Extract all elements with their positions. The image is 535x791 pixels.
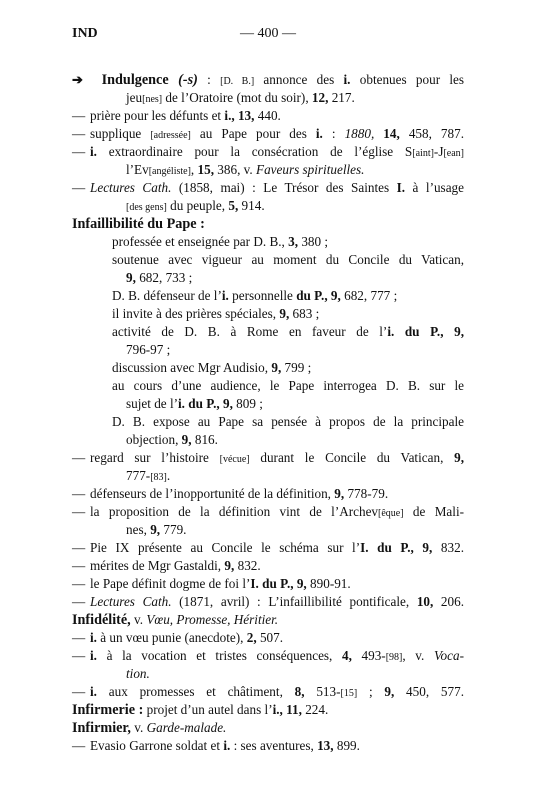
entry-infidelite-head: Infidélité, v. Vœu, Promesse, Héritier. [72, 612, 279, 628]
entry-indulgence-line-2: jeu[nes] de l’Oratoire (mot du soir), 12, 217. [126, 90, 355, 105]
entry-head-infaillibilite: Infaillibilité du Pape : [72, 216, 205, 232]
dash-line: — défenseurs de l’inopportunité de la définition, 9, 778-79. [72, 486, 389, 501]
entry-indulgence-line-5: — i. extraordinaire pour la consécration de l’église S[aint]-J[ean] [72, 144, 464, 159]
dash-line: — Evasio Garrone soldat et i. : ses aventures, 13, 899. [72, 738, 360, 753]
entry-indulgence-line-6: l’Ev[angéliste], 15, 386, v. Faveurs spirituelles. [126, 162, 365, 177]
arrow-right-icon: ➔ [72, 72, 84, 87]
page-number: — 400 — [240, 26, 296, 41]
entry-infirmier-head: Infirmier, v. Garde-malade. [72, 720, 227, 736]
dash-line-cont: 777-[83]. [126, 468, 171, 483]
dash-line: — le Pape définit dogme de foi l’I. du P., 9, 890-91. [72, 576, 351, 591]
entry-infirmerie: Infirmerie : projet d’un autel dans l’i., 11, 224. [72, 702, 329, 718]
entry-head: Indulgence [101, 72, 169, 88]
entry-indulgence-line-7: — Lectures Cath. (1858, mai) : Le Trésor des Saintes I. à l’usage [72, 180, 464, 195]
dash-line: — i. à la vocation et tristes conséquences, 4, 493-[98], v. Voca- [72, 648, 464, 663]
dash-line: — la proposition de la définition vint de l’Archev[êque] de Mali- [72, 504, 464, 519]
entry-indulgence-line-3: — prière pour les défunts et i., 13, 440. [72, 108, 281, 123]
sub-line: sujet de l’i. du P., 9, 809 ; [126, 396, 263, 411]
dash-line: — Lectures Cath. (1871, avril) : L’infaillibilité pontificale, 10, 206. [72, 594, 465, 609]
dash-line: — mérites de Mgr Gastaldi, 9, 832. [72, 558, 261, 573]
sub-line: il invite à des prières spéciales, 9, 683 ; [112, 306, 320, 321]
dash-line: — i. aux promesses et châtiment, 8, 513-[15] ; 9, 450, 577. [72, 684, 464, 699]
entry-indulgence-line-4: — supplique [adressée] au Pape pour des i. : 1880, 14, 458, 787. [72, 126, 465, 141]
page-header [72, 26, 464, 44]
sub-line: D. B. défenseur de l’i. personnelle du P., 9, 682, 777 ; [112, 288, 398, 303]
dash-line: — regard sur l’histoire [vécue] durant le Concile du Vatican, 9, [72, 450, 464, 465]
entry-indulgence-line-1: ➔ Indulgence (-s) : [D. B.] annonce des i. obtenues pour les [72, 72, 465, 88]
sub-line: activité de D. B. à Rome en faveur de l’i. du P., 9, [112, 324, 464, 339]
sub-line: au cours d’une audience, le Pape interrogea D. B. sur le [112, 378, 464, 393]
entry-indulgence-line-8: [des gens] du peuple, 5, 914. [126, 198, 265, 213]
dash-line-cont: tion. [126, 666, 150, 681]
sub-line: soutenue avec vigueur au moment du Concile du Vatican, [112, 252, 464, 267]
sub-line: discussion avec Mgr Audisio, 9, 799 ; [112, 360, 312, 375]
sub-line: D. B. expose au Pape sa pensée à propos de la principale [112, 414, 464, 429]
sub-line: 9, 682, 733 ; [126, 270, 193, 285]
dash-line: — i. à un vœu punie (anecdote), 2, 507. [72, 630, 284, 645]
dash-line: — Pie IX présente au Concile le schéma sur l’I. du P., 9, 832. [72, 540, 464, 555]
section-letters: IND [72, 26, 98, 41]
dash-line-cont: nes, 9, 779. [126, 522, 187, 537]
sub-line: professée et enseignée par D. B., 3, 380 ; [112, 234, 329, 249]
index-content [72, 71, 464, 755]
sub-line: objection, 9, 816. [126, 432, 218, 447]
sub-line: 796-97 ; [126, 342, 171, 357]
